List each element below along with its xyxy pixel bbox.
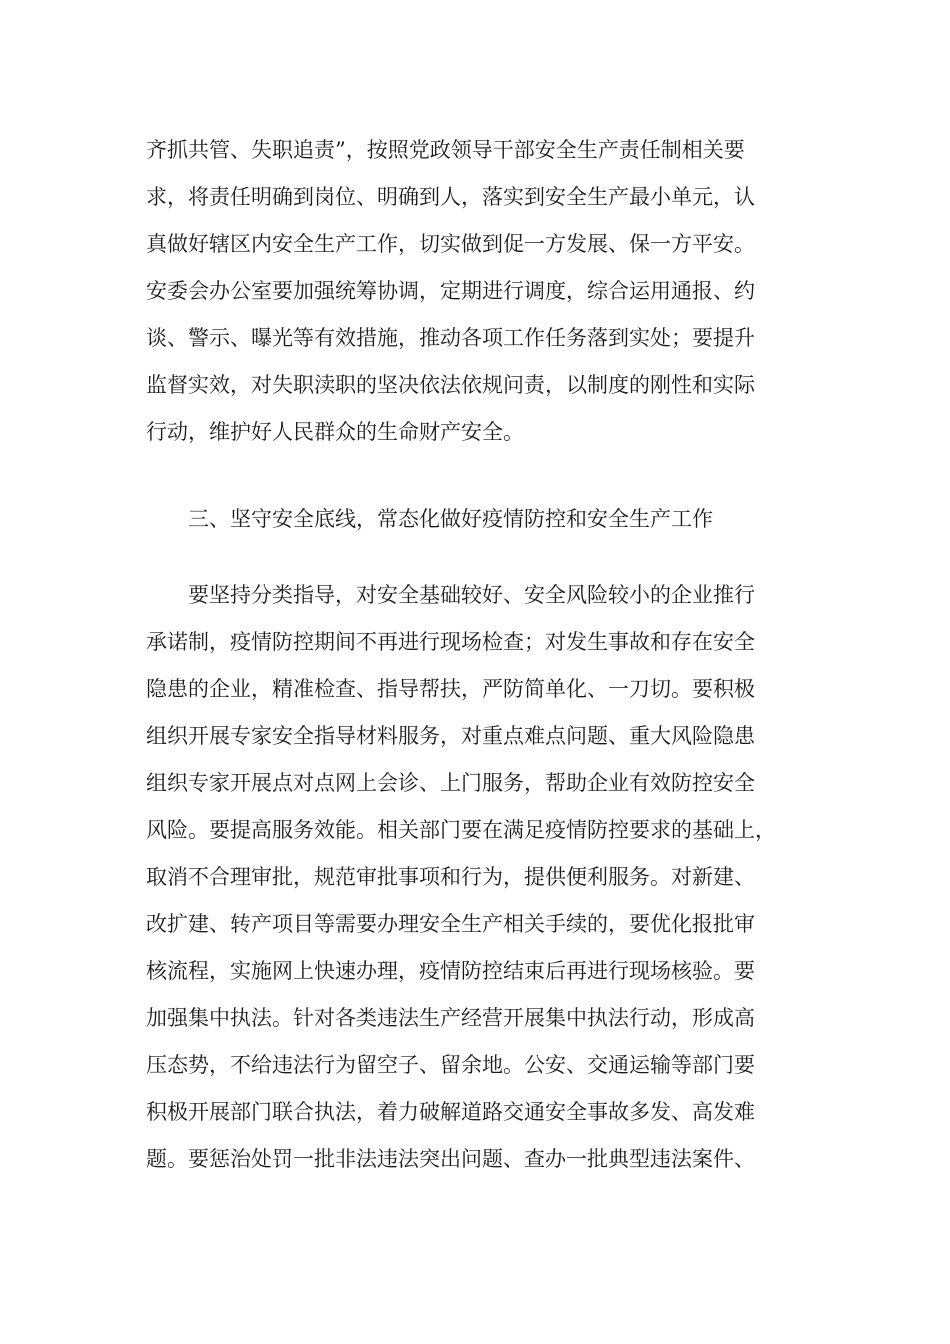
text-line: 行动，维护好人民群众的生命财产安全。 <box>146 420 524 444</box>
text-line: 隐患的企业，精准检查、指导帮扶，严防简单化、一刀切。要积极 <box>146 677 755 701</box>
text-line: 改扩建、转产项目等需要办理安全生产相关手续的，要优化报批审 <box>146 912 755 936</box>
text-line: 监督实效，对失职渎职的坚决依法依规问责，以制度的刚性和实际 <box>146 373 755 397</box>
text-line: 组织开展专家安全指导材料服务，对重点难点问题、重大风险隐患 <box>146 724 755 748</box>
text-line: 核流程，实施网上快速办理，疫情防控结束后再进行现场核验。要 <box>146 959 755 983</box>
text-line: 承诺制，疫情防控期间不再进行现场检查；对发生事故和存在安全 <box>146 630 755 654</box>
text-line: 求，将责任明确到岗位、明确到人，落实到安全生产最小单元，认 <box>146 185 755 209</box>
text-line: 风险。要提高服务效能。相关部门要在满足疫情防控要求的基础上， <box>146 818 776 842</box>
text-line: 要坚持分类指导，对安全基础较好、安全风险较小的企业推行 <box>188 583 755 607</box>
text-line: 加强集中执法。针对各类违法生产经营开展集中执法行动，形成高 <box>146 1006 755 1030</box>
text-line: 安委会办公室要加强统筹协调，定期进行调度，综合运用通报、约 <box>146 279 755 303</box>
text-line: 谈、警示、曝光等有效措施，推动各项工作任务落到实处；要提升 <box>146 326 755 350</box>
text-line: 组织专家开展点对点网上会诊、上门服务，帮助企业有效防控安全 <box>146 771 755 795</box>
text-line: 齐抓共管、失职追责”，按照党政领导干部安全生产责任制相关要 <box>146 138 745 162</box>
text-line: 积极开展部门联合执法，着力破解道路交通安全事故多发、高发难 <box>146 1100 755 1124</box>
text-line: 压态势，不给违法行为留空子、留余地。公安、交通运输等部门要 <box>146 1053 755 1077</box>
section-heading: 三、坚守安全底线，常态化做好疫情防控和安全生产工作 <box>188 507 713 531</box>
text-line: 取消不合理审批，规范审批事项和行为，提供便利服务。对新建、 <box>146 865 755 889</box>
text-line: 题。要惩治处罚一批非法违法突出问题、查办一批典型违法案件、 <box>146 1147 755 1171</box>
text-line: 真做好辖区内安全生产工作，切实做到促一方发展、保一方平安。 <box>146 232 755 256</box>
